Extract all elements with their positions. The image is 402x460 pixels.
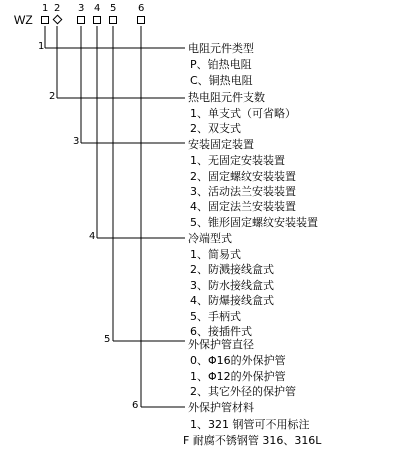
section-item-3-1: 1、无固定安装装置 bbox=[190, 154, 285, 167]
section-item-5-1: 0、Φ16的外保护管 bbox=[190, 354, 286, 367]
section-item-6-2: F 耐腐不锈钢管 316、316L bbox=[183, 434, 322, 447]
position-label-5: 5 bbox=[110, 3, 117, 14]
position-label-1: 1 bbox=[42, 3, 49, 14]
code-box-3 bbox=[77, 16, 85, 24]
section-item-2-1: 1、单支式（可省略） bbox=[190, 107, 296, 120]
section-item-1-2: C、铜热电阻 bbox=[190, 74, 253, 87]
position-label-3: 3 bbox=[78, 3, 85, 14]
section-title-3: 安装固定装置 bbox=[188, 138, 254, 151]
section-number-6: 6 bbox=[132, 400, 139, 411]
section-item-3-3: 3、活动法兰安装装置 bbox=[190, 185, 296, 198]
section-title-1: 电阻元件类型 bbox=[188, 42, 254, 55]
section-number-4: 4 bbox=[89, 231, 96, 242]
section-number-1: 1 bbox=[38, 41, 45, 52]
section-item-1-1: P、铂热电阻 bbox=[190, 58, 252, 71]
section-item-4-2: 2、防溅接线盒式 bbox=[190, 263, 274, 276]
code-box-5 bbox=[109, 16, 117, 24]
model-prefix: WZ bbox=[14, 13, 33, 27]
section-item-3-4: 4、固定法兰安装装置 bbox=[190, 200, 296, 213]
section-title-5: 外保护管直径 bbox=[188, 338, 254, 351]
code-box-1 bbox=[41, 16, 49, 24]
position-label-2: 2 bbox=[54, 3, 61, 14]
position-label-6: 6 bbox=[138, 3, 145, 14]
section-item-3-2: 2、固定螺纹安装装置 bbox=[190, 170, 296, 183]
position-label-4: 4 bbox=[94, 3, 101, 14]
section-item-3-5: 5、锥形固定螺纹安装装置 bbox=[190, 216, 318, 229]
section-title-6: 外保护管材料 bbox=[188, 401, 254, 414]
section-item-4-3: 3、防水接线盒式 bbox=[190, 279, 274, 292]
section-title-2: 热电阻元件支数 bbox=[188, 91, 265, 104]
section-item-2-2: 2、双支式 bbox=[190, 122, 241, 135]
section-number-3: 3 bbox=[73, 136, 80, 147]
section-item-4-1: 1、简易式 bbox=[190, 248, 241, 261]
section-item-6-1: 1、321 钢管可不用标注 bbox=[190, 418, 310, 431]
code-box-6 bbox=[137, 16, 145, 24]
section-item-4-6: 6、接插件式 bbox=[190, 325, 252, 338]
section-item-4-4: 4、防爆接线盒式 bbox=[190, 294, 274, 307]
section-number-2: 2 bbox=[49, 91, 56, 102]
section-item-5-2: 1、Φ12的外保护管 bbox=[190, 370, 286, 383]
section-item-5-3: 2、其它外径的保护管 bbox=[190, 385, 296, 398]
section-item-4-5: 5、手柄式 bbox=[190, 310, 241, 323]
section-title-4: 冷端型式 bbox=[188, 232, 232, 245]
section-number-5: 5 bbox=[104, 334, 111, 345]
code-box-4 bbox=[93, 16, 101, 24]
